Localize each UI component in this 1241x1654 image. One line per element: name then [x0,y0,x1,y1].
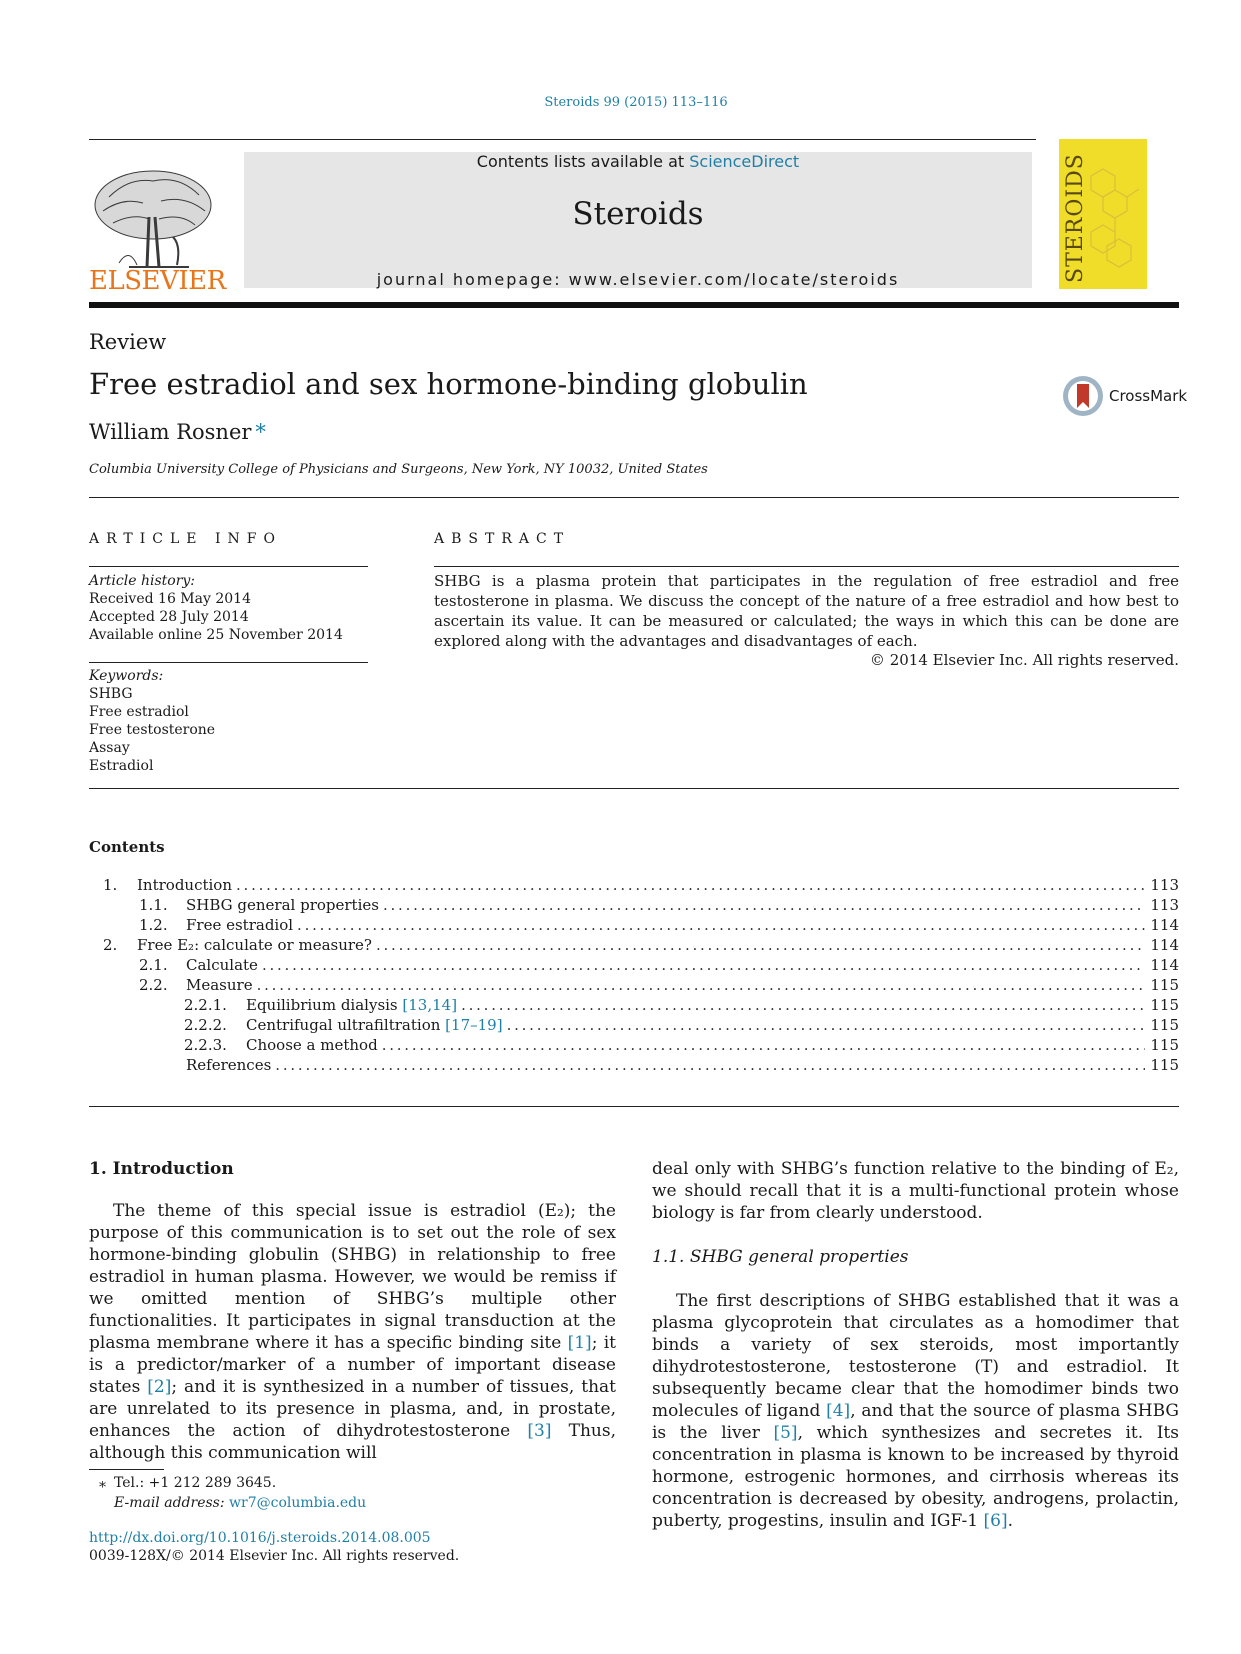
keyword: Free estradiol [89,704,189,720]
email-link[interactable]: wr7@columbia.edu [229,1495,367,1511]
toc-title-text: SHBG general properties [186,896,379,914]
toc-entry-page: 114 [1150,916,1179,934]
journal-name: Steroids [572,196,704,232]
journal-cover-image [1059,139,1147,289]
toc-entry-page: 115 [1150,996,1179,1014]
toc-entry-title [186,956,258,974]
shbg-text: , which synthesizes and secretes it. Its concentration in plasma is known to be increased by thyroid hormone, estrogenic hormones, and cirrhosis whereas its concentration is decreased by obesity, androgens, prolactin, puberty, progestins, insulin and IGF-1 [652,1423,1179,1531]
doi-link[interactable]: http://dx.doi.org/10.1016/j.steroids.2014.08.005 [89,1530,431,1546]
intro-text: Thus, although this communication will [89,1421,616,1463]
toc-leader-dots [257,976,1145,994]
keyword: SHBG [89,686,133,702]
author-footnote-mark[interactable]: * [255,420,266,444]
citation-link[interactable]: [13,14] [402,996,458,1014]
header-rule [89,139,1036,140]
affiliation-rule [89,497,1179,498]
toc-leader-dots [507,1016,1145,1034]
intro-continued-paragraph: deal only with SHBG’s function relative to the binding of E₂, we should recall that it is a multi-functional protein whose biology is far from clearly understood. [652,1159,1179,1223]
article-info-rule [89,566,368,567]
abstract-rule [434,566,1179,567]
issn-copyright: 0039-128X/© 2014 Elsevier Inc. All rights reserved. [89,1548,460,1564]
toc-leader-dots [236,876,1145,894]
journal-homepage-link[interactable]: journal homepage: www.elsevier.com/locate/steroids [376,270,900,289]
citation-link[interactable]: [5] [773,1423,798,1443]
toc-entry-page: 115 [1150,1016,1179,1034]
author-affiliation: Columbia University College of Physicians and Surgeons, New York, NY 10032, United States [89,462,708,477]
intro-text: ; and it is synthesized in a number of tissues, that are unrelated to its presence in plasma, and, in prostate, enhances the action of dihydrotestosterone [89,1377,617,1441]
footnote-tel [89,1473,366,1493]
citation-link[interactable]: [1] [567,1333,592,1353]
footnote-email [89,1493,366,1513]
toc-entry-number: 2. [103,936,118,954]
toc-title-text: Free estradiol [186,916,294,934]
article-title: Free estradiol and sex hormone-binding globulin [89,367,808,401]
toc-leader-dots [275,1056,1145,1074]
table-of-contents [89,876,1179,1076]
toc-entry-number: 2.2. [139,976,168,994]
history-received: Received 16 May 2014 [89,591,251,607]
article-history [89,572,343,644]
citation-link[interactable]: [3] [527,1421,552,1441]
author-footnote [89,1473,366,1513]
toc-entry-page: 115 [1150,1036,1179,1054]
toc-title-text: Equilibrium dialysis [246,996,403,1014]
toc-entry-number: 2.2.1. [184,996,227,1014]
citation-link[interactable]: [4] [826,1401,851,1421]
body-right-column [652,1158,1179,1532]
article-type: Review [89,330,167,354]
toc-entry-number: 1.2. [139,916,168,934]
toc-entry-number: 1.1. [139,896,168,914]
toc-title-text: Free E₂: calculate or measure? [137,936,372,954]
shbg-text: , and that the source of plasma SHBG is the liver [652,1401,1179,1443]
citation-link[interactable]: [17–19] [445,1016,503,1034]
toc-title-text: Choose a method [246,1036,378,1054]
toc-entry[interactable] [89,876,1179,896]
toc-entry-page: 113 [1150,896,1179,914]
keywords-label: Keywords: [89,668,164,684]
toc-entry-number: 2.2.3. [184,1036,227,1054]
toc-entry-title [186,1056,271,1074]
footnote-tel-text: Tel.: +1 212 289 3645. [114,1475,277,1491]
journal-citation[interactable]: Steroids 99 (2015) 113–116 [544,95,728,110]
toc-entry[interactable] [89,896,1179,916]
toc-entry-page: 114 [1150,956,1179,974]
citation-link[interactable]: [6] [983,1511,1008,1531]
shbg-text: . [1007,1511,1013,1531]
toc-title-text: Centrifugal ultrafiltration [246,1016,446,1034]
toc-title-text: Measure [186,976,253,994]
toc-leader-dots [461,996,1145,1014]
toc-entry[interactable] [89,1016,1179,1036]
toc-entry-page: 115 [1150,976,1179,994]
toc-title-text: Introduction [137,876,232,894]
contents-rule [89,1106,1179,1107]
contents-available-line [244,152,1032,171]
abstract-copyright: © 2014 Elsevier Inc. All rights reserved. [869,651,1179,669]
toc-entry-title [246,996,457,1014]
toc-entry-title [246,1016,503,1034]
abstract-text: SHBG is a plasma protein that participates in the regulation of free estradiol and free testosterone in plasma. We discuss the concept of the nature of a free estradiol and how best to ascertain its value. It can be measured or calculated; the ways in which this can be done are explored along with the advantages and disadvantages of each. [434,572,1179,650]
article-info-heading: ARTICLE INFO [89,531,282,547]
toc-entry-title [137,936,372,954]
toc-entry-title [186,976,253,994]
abstract-heading: ABSTRACT [434,531,571,547]
toc-entry-number: 1. [103,876,118,894]
keyword: Free testosterone [89,722,216,738]
intro-text: ; it is a predictor/marker of a number of important disease states [89,1333,616,1397]
history-online: Available online 25 November 2014 [89,627,343,643]
contents-prefix: Contents lists available at [476,152,690,171]
subsection-heading-shbg: 1.1. SHBG general properties [652,1247,909,1267]
toc-entry-title [137,876,232,894]
author-name: William Rosner [89,420,252,444]
elsevier-wordmark: ELSEVIER [89,266,226,296]
body-left-column [89,1158,616,1464]
keywords-list [89,667,215,775]
toc-entry-page: 115 [1150,1056,1179,1074]
section-heading-introduction: 1. Introduction [89,1159,234,1179]
toc-entry-page: 114 [1150,936,1179,954]
toc-entry-number: 2.1. [139,956,168,974]
cover-title: STEROIDS [1063,153,1088,283]
toc-entry[interactable] [89,956,1179,976]
info-rule [89,788,1179,789]
keyword: Assay [89,740,130,756]
toc-leader-dots [382,1036,1145,1054]
shbg-paragraph [652,1290,1179,1532]
keyword: Estradiol [89,758,154,774]
toc-title-text: Calculate [186,956,258,974]
shbg-text: The first descriptions of SHBG established that it was a plasma glycoprotein that circulates as a homodimer that binds a variety of sex steroids, most importantly dihydrotestosterone, testosterone (T) and estradiol. It subsequently became clear that the homodimer binds two molecules of ligand [652,1291,1179,1421]
toc-entry[interactable] [89,1056,1179,1076]
toc-leader-dots [297,916,1145,934]
toc-entry-title [246,1036,378,1054]
author-line [89,420,266,444]
toc-entry[interactable] [89,916,1179,936]
toc-title-text: References [186,1056,272,1074]
doi-block [89,1529,459,1565]
keywords-rule [89,662,368,663]
sciencedirect-link[interactable]: ScienceDirect [689,152,800,171]
intro-paragraph [89,1200,616,1464]
toc-entry[interactable] [89,936,1179,956]
toc-entry-title [186,896,379,914]
footnote-rule [89,1469,164,1470]
toc-leader-dots [376,936,1145,954]
history-label: Article history: [89,573,196,589]
toc-entry-title [186,916,293,934]
email-label: E-mail address: [114,1495,230,1511]
toc-entry[interactable] [89,976,1179,996]
history-accepted: Accepted 28 July 2014 [89,609,249,625]
toc-entry[interactable] [89,996,1179,1016]
crossmark-badge[interactable] [1061,374,1188,420]
toc-leader-dots [262,956,1145,974]
crossmark-icon [1061,374,1105,418]
toc-entry[interactable] [89,1036,1179,1056]
toc-entry-page: 113 [1150,876,1179,894]
crossmark-label: CrossMark [1109,387,1188,405]
contents-heading: Contents [89,838,165,856]
header-thick-rule [89,302,1179,308]
toc-entry-number: 2.2.2. [184,1016,227,1034]
toc-leader-dots [383,896,1145,914]
footnote-mark: ⁎ [99,1475,106,1491]
intro-text: The theme of this special issue is estradiol (E₂); the purpose of this communication is to set out the role of sex hormone-binding globulin (SHBG) in relationship to free estradiol in human plasma. However, we would be remiss if we omitted mention of SHBG’s multiple other functionalities. It participates in signal transduction at the plasma membrane where it has a specific binding site [89,1201,616,1353]
citation-link[interactable]: [2] [147,1377,172,1397]
